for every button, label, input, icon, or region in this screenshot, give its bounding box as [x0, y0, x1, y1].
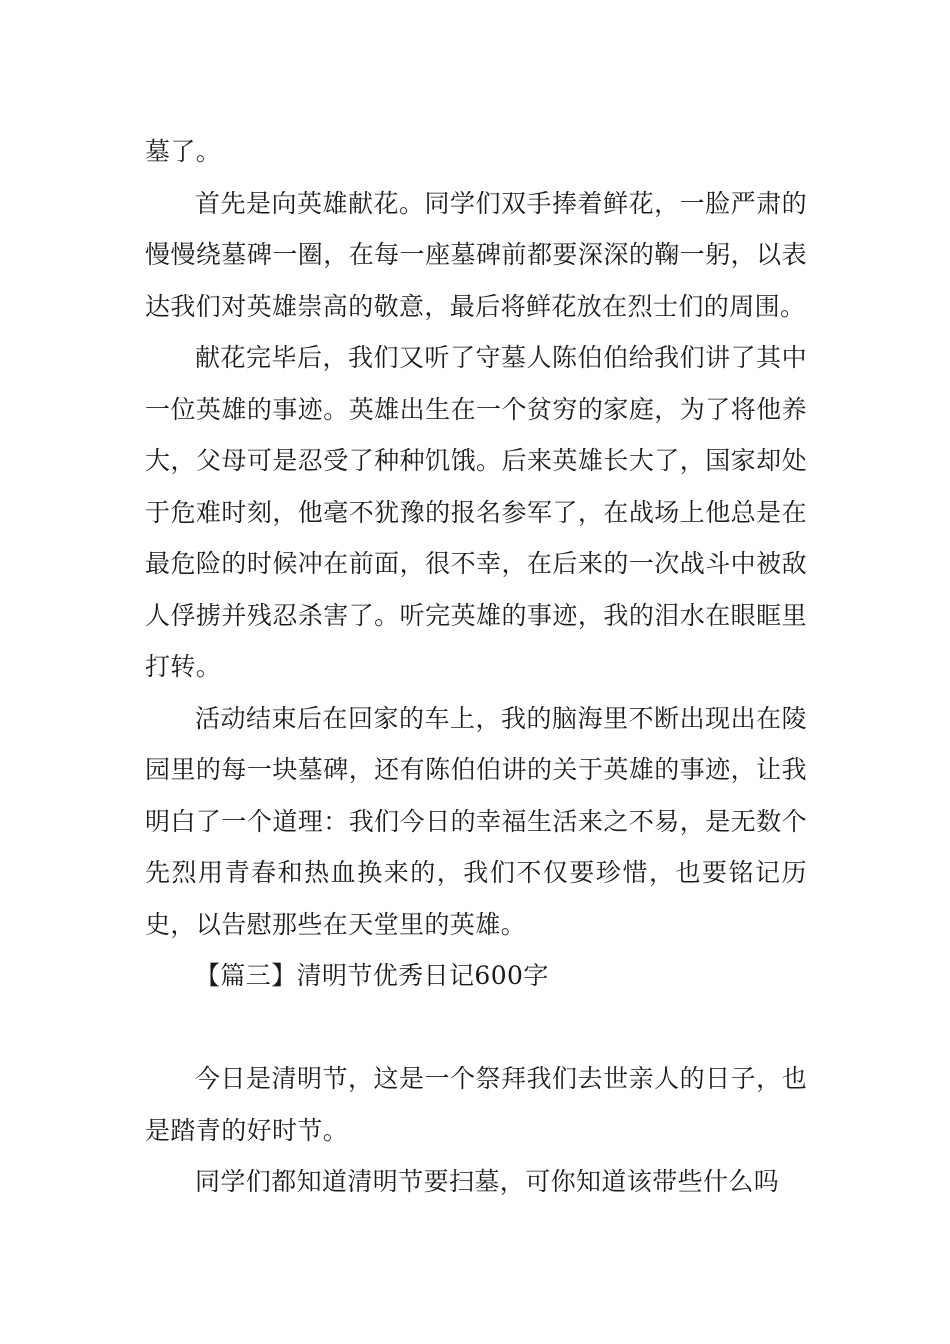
paragraph-hero-story: 献花完毕后，我们又听了守墓人陈伯伯给我们讲了其中一位英雄的事迹。英雄出生在一个贫穷的家庭，为了将他养大，父母可是忍受了种种饥饿。后来英雄长大了，国家却处于危难时刻，他毫不犹豫的报名参军了，在战场上他总是在最危险的时候冲在前面，很不幸，在后来的一次战斗中被敌人俘掳并残忍杀害了。听完英雄的事迹，我的泪水在眼眶里打转。: [145, 343, 807, 681]
document-body: [145, 126, 807, 1208]
paragraph-qingming-intro: 今日是清明节，这是一个祭拜我们去世亲人的日子，也是踏青的好时节。: [145, 1064, 807, 1145]
blank-line: [145, 1002, 807, 1054]
section-heading: 【篇三】清明节优秀日记600字: [195, 961, 549, 990]
paragraph-offering-flowers: 首先是向英雄献花。同学们双手捧着鲜花，一脸严肃的慢慢绕墓碑一圈，在每一座墓碑前都要深深的鞠一躬，以表达我们对英雄崇高的敬意，最后将鲜花放在烈士们的周围。: [145, 188, 807, 321]
paragraph-tomb-sweeping: 同学们都知道清明节要扫墓，可你知道该带些什么吗: [195, 1167, 780, 1196]
paragraph-continuation: 墓了。: [145, 137, 222, 166]
paragraph-reflection: 活动结束后在回家的车上，我的脑海里不断出现出在陵园里的每一块墓碑，还有陈伯伯讲的关于英雄的事迹，让我明白了一个道理：我们今日的幸福生活来之不易，是无数个先烈用青春和热血换来的，我们不仅要珍惜，也要铭记历史，以告慰那些在天堂里的英雄。: [145, 703, 807, 939]
